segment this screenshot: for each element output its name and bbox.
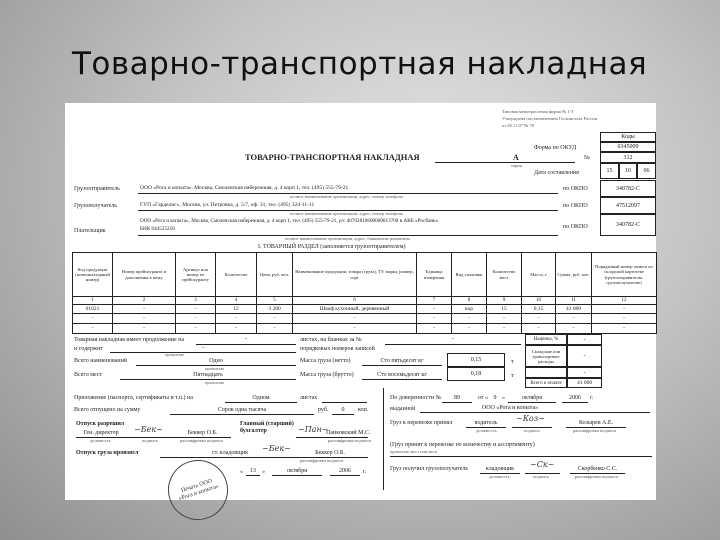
caption: прописью xyxy=(165,352,185,357)
markup-value: - xyxy=(567,334,602,345)
document-number: 312 xyxy=(600,152,656,163)
table-cell: - xyxy=(522,314,556,324)
net-value: 0,15 xyxy=(447,353,505,367)
net-words: Сто пятьдесят кг xyxy=(380,358,424,364)
table-cell: 41 000 xyxy=(556,305,592,314)
sum-words: Сорок одна тысяча xyxy=(217,407,267,413)
shipper-label: Грузоотправитель xyxy=(74,186,120,192)
payer-value: ООО «Рога и копыта», Москва, Смоленская набережная, д. 4 корп 1, тел. (495) 555-79-21, р/с 40702810600000013708 в АКБ «Росбанк» xyxy=(140,218,439,224)
table-cell: 0,15 xyxy=(522,305,556,314)
accepted-position: водитель xyxy=(474,420,498,426)
records-label: порядковых номеров записей xyxy=(300,346,375,352)
release-position: Ген. директор xyxy=(83,430,119,436)
table-cell: кор xyxy=(452,305,487,314)
column-number: 4 xyxy=(216,297,257,305)
table-cell: - xyxy=(216,324,257,334)
column-number: 12 xyxy=(592,297,657,305)
proxy-year: 2006 xyxy=(569,395,581,401)
rub-label: руб. xyxy=(318,407,329,413)
continuation-label: Товарная накладная имеет продолжение на xyxy=(74,337,185,343)
date-label: Дата составления xyxy=(534,170,579,176)
date-close: » xyxy=(502,395,505,401)
signature: ~Пан~ xyxy=(298,425,329,434)
sum-label: Всего отпущено на сумму xyxy=(74,407,141,413)
table-cell: - xyxy=(417,305,452,314)
table-cell: - xyxy=(176,314,216,324)
caption: прописью xyxy=(205,366,225,371)
column-header: Сумма, руб. коп. xyxy=(556,253,592,297)
table-cell: 01021 xyxy=(73,305,113,314)
caption: расшифровка подписи xyxy=(300,458,343,463)
okpo-consignee: 47512097 xyxy=(600,197,656,214)
table-cell: - xyxy=(556,324,592,334)
number-label: № xyxy=(584,155,590,161)
release-date-day: 13 xyxy=(250,468,256,474)
table-cell: - xyxy=(216,314,257,324)
column-header: Единица измерения xyxy=(417,253,452,297)
form-header-line: от 28.11.97 № 78 xyxy=(502,123,534,128)
company-stamp: Печать ООО «Рога и копыта» xyxy=(160,452,236,528)
table-cell: - xyxy=(522,324,556,334)
table-cell: - xyxy=(487,314,522,324)
table-cell: - xyxy=(257,324,293,334)
signature: ~Коз~ xyxy=(516,414,545,423)
consignee-label: Грузополучатель xyxy=(74,203,118,209)
release-date-year: 2006 xyxy=(339,468,351,474)
accepted-label: Груз к перевозке принял xyxy=(390,420,453,426)
column-header: Наименование продукции, товара (груза), ТУ, марка, размер, сорт xyxy=(293,253,417,297)
okpo-label: по ОКПО xyxy=(563,186,588,192)
table-cell: Шкаф кухонный, деревянный xyxy=(293,305,417,314)
kop-value: 0 xyxy=(341,407,345,413)
issued-label: выданной xyxy=(390,406,416,412)
caption: расшифровка подписи xyxy=(180,438,223,443)
okud-code: 0345009 xyxy=(600,142,656,152)
contains-label: и содержит xyxy=(74,346,103,352)
column-number: 1 xyxy=(73,297,113,305)
items-value: Одно xyxy=(209,358,223,364)
divider xyxy=(383,388,384,490)
document-title: ТОВАРНО-ТРАНСПОРТНАЯ НАКЛАДНАЯ xyxy=(245,152,420,162)
goods-table xyxy=(72,252,657,334)
okpo-payer: 340782-С xyxy=(600,214,656,236)
table-row xyxy=(73,305,657,314)
table-cell: - xyxy=(113,314,176,324)
table-cell: - xyxy=(592,314,657,324)
column-number: 7 xyxy=(417,297,452,305)
column-number: 2 xyxy=(113,297,176,305)
date-open: « xyxy=(240,469,243,475)
received-name: Скорбенко С.С. xyxy=(577,466,618,472)
table-cell: - xyxy=(113,305,176,314)
table-cell: 12 xyxy=(216,305,257,314)
shipped-name: Беккер О.Б. xyxy=(315,450,345,456)
date-day: 15 xyxy=(600,163,619,179)
slide-title: Товарно-транспортная накладная xyxy=(72,46,648,82)
table-cell: 15 xyxy=(487,305,522,314)
signature: ~Бек~ xyxy=(134,425,163,434)
proxy-number: 89 xyxy=(454,395,460,401)
table-cell: - xyxy=(452,314,487,324)
column-header: Код продукции (номенклатурный номер) xyxy=(73,253,113,297)
attachment-value: Одном xyxy=(252,395,270,401)
issued-by: ООО «Рога и копыта» xyxy=(481,405,539,411)
series-caption: серия xyxy=(511,163,522,168)
release-label: Отпуск разрешил xyxy=(76,421,125,427)
caption: полное наименование организации, адрес, номер телефона xyxy=(290,194,403,199)
column-number: 3 xyxy=(176,297,216,305)
proxy-month: октября xyxy=(522,395,542,401)
received-position: кладовщик xyxy=(485,466,515,472)
release-date-month: октября xyxy=(287,468,307,474)
codes-header: Коды xyxy=(600,132,656,142)
places-label: Всего мест xyxy=(74,372,103,378)
table-cell: - xyxy=(257,314,293,324)
caption: расшифровка подписи xyxy=(573,428,616,433)
table-cell: - xyxy=(487,324,522,334)
column-number: 9 xyxy=(487,297,522,305)
expenses-label: Складские или транспортные расходы xyxy=(525,345,567,367)
form-header-line: Утверждена постановлением Госкомстата России xyxy=(502,116,598,121)
series-value: А xyxy=(513,153,519,162)
caption: прописью xyxy=(205,380,225,385)
table-cell: - xyxy=(592,305,657,314)
table-cell: - xyxy=(592,324,657,334)
column-number: 11 xyxy=(556,297,592,305)
column-header: Порядковый номер записи по складской картотеке (грузоотправителю, грузополучателю) xyxy=(592,253,657,297)
table-cell: - xyxy=(176,305,216,314)
table-row xyxy=(73,324,657,334)
table-cell: - xyxy=(73,324,113,334)
column-header: Вид упаковки xyxy=(452,253,487,297)
table-cell: - xyxy=(113,324,176,334)
total-value: 41 000 xyxy=(567,378,602,388)
caption: должность xyxy=(90,438,111,443)
gross-value: 0,18 xyxy=(447,367,505,381)
attachment-sheets: листах xyxy=(300,395,318,401)
caption: полное наименование организации, адрес, банковские реквизиты xyxy=(285,236,411,241)
column-number: 5 xyxy=(257,297,293,305)
table-cell: - xyxy=(73,314,113,324)
caption: подпись xyxy=(524,428,540,433)
year-suffix: г. xyxy=(363,469,367,475)
unit: т xyxy=(511,359,514,365)
column-number: 8 xyxy=(452,297,487,305)
shipped-label: Отпуск груза произвел xyxy=(76,450,139,456)
table-cell: - xyxy=(293,324,417,334)
gross-words: Сто восемьдесят кг xyxy=(377,372,427,378)
blank-value: - xyxy=(567,367,602,378)
shipper-value: ООО «Рога и копыта», Москва, Смоленская набережная, д. 4 корп 1, тел. (495) 555-79-21 xyxy=(140,185,349,191)
items-label: Всего наименований xyxy=(74,358,128,364)
column-header: Количество xyxy=(216,253,257,297)
section-title: I. ТОВАРНЫЙ РАЗДЕЛ (заполняется грузоотправителем) xyxy=(258,244,406,250)
form-header-line: Типовая межотраслевая форма № 1-Т xyxy=(502,109,574,114)
column-header: Масса, т xyxy=(522,253,556,297)
attachment-label: Приложение (паспорта, сертификаты и т.п.) на xyxy=(74,395,193,401)
caption: полное наименование организации, адрес, номер телефона xyxy=(290,211,403,216)
payer-value: БИК 044525256 xyxy=(140,226,175,232)
table-cell: - xyxy=(556,314,592,324)
okpo-label: по ОКПО xyxy=(563,203,588,209)
caption: должность xyxy=(476,428,497,433)
received-label: Груз получил грузополучатель xyxy=(390,466,469,472)
column-header: Артикул или номер по прейскуранту xyxy=(176,253,216,297)
total-label: Всего к оплате xyxy=(525,378,567,388)
year-suffix: г. xyxy=(590,395,594,401)
table-row xyxy=(73,314,657,324)
column-number: 6 xyxy=(293,297,417,305)
table-cell: 3 280 xyxy=(257,305,293,314)
unit: т xyxy=(511,373,514,379)
expenses-value: - xyxy=(567,345,602,367)
caption: подпись xyxy=(142,438,158,443)
caption: прописью мест или веса xyxy=(390,449,437,454)
column-number: 10 xyxy=(522,297,556,305)
from-label: от « xyxy=(478,395,489,401)
release-name: Беккер О.Б. xyxy=(187,430,218,436)
net-label: Масса груза (нетто) xyxy=(300,358,351,364)
table-cell: - xyxy=(452,324,487,334)
table-cell: - xyxy=(417,324,452,334)
acceptance-note: (Груз принят к перевозке по количеству и ассортименту) xyxy=(390,442,535,448)
date-month: 10 xyxy=(619,163,637,179)
column-number-row xyxy=(73,297,657,305)
signature: ~Бек~ xyxy=(262,444,291,453)
sheets-value: - xyxy=(452,336,454,342)
consignee-value: ГУП «Гарделис», Москва, ул. Петровка, д. 5/7, оф. 31, тел. (495) 324-11-11 xyxy=(140,202,315,208)
column-header: Количество мест xyxy=(487,253,522,297)
markup-label: Наценка, % xyxy=(525,334,567,345)
proxy-label: По доверенности № xyxy=(390,395,442,401)
places-value: Пятнадцать xyxy=(193,372,223,378)
caption: расшифровка подписи xyxy=(328,438,371,443)
accountant-name: Панковский М.С. xyxy=(326,430,371,436)
sheets-label: листах, на бланках за № xyxy=(300,337,362,343)
accountant-label: Главный (старший) бухгалтер xyxy=(240,421,294,435)
table-cell: - xyxy=(176,324,216,334)
date-year: 06 xyxy=(637,163,656,179)
column-header: Цена, руб. коп. xyxy=(257,253,293,297)
gross-label: Масса груза (брутто) xyxy=(300,372,354,378)
contains-value: - xyxy=(202,345,204,351)
shipped-position: ст. кладовщик xyxy=(211,450,249,456)
table-cell: - xyxy=(293,314,417,324)
caption: расшифровка подписи xyxy=(575,474,618,479)
caption: подпись xyxy=(533,474,549,479)
okpo-label: по ОКПО xyxy=(563,224,588,230)
signature: ~Ск~ xyxy=(530,460,555,469)
column-header: Номер прейскуранта и дополнения к нему xyxy=(113,253,176,297)
table-cell: - xyxy=(417,314,452,324)
okud-label: Форма по ОКУД xyxy=(534,145,577,151)
accepted-name: Козырев А.Е. xyxy=(578,420,614,426)
payer-label: Плательщик xyxy=(74,228,106,234)
kop-label: коп. xyxy=(358,407,369,413)
continuation-value: - xyxy=(245,336,247,342)
proxy-day: 9 xyxy=(493,395,497,401)
date-close: » xyxy=(262,469,265,475)
table-header-row xyxy=(73,253,657,297)
okpo-shipper: 340782-С xyxy=(600,180,656,197)
caption: должность xyxy=(489,474,510,479)
